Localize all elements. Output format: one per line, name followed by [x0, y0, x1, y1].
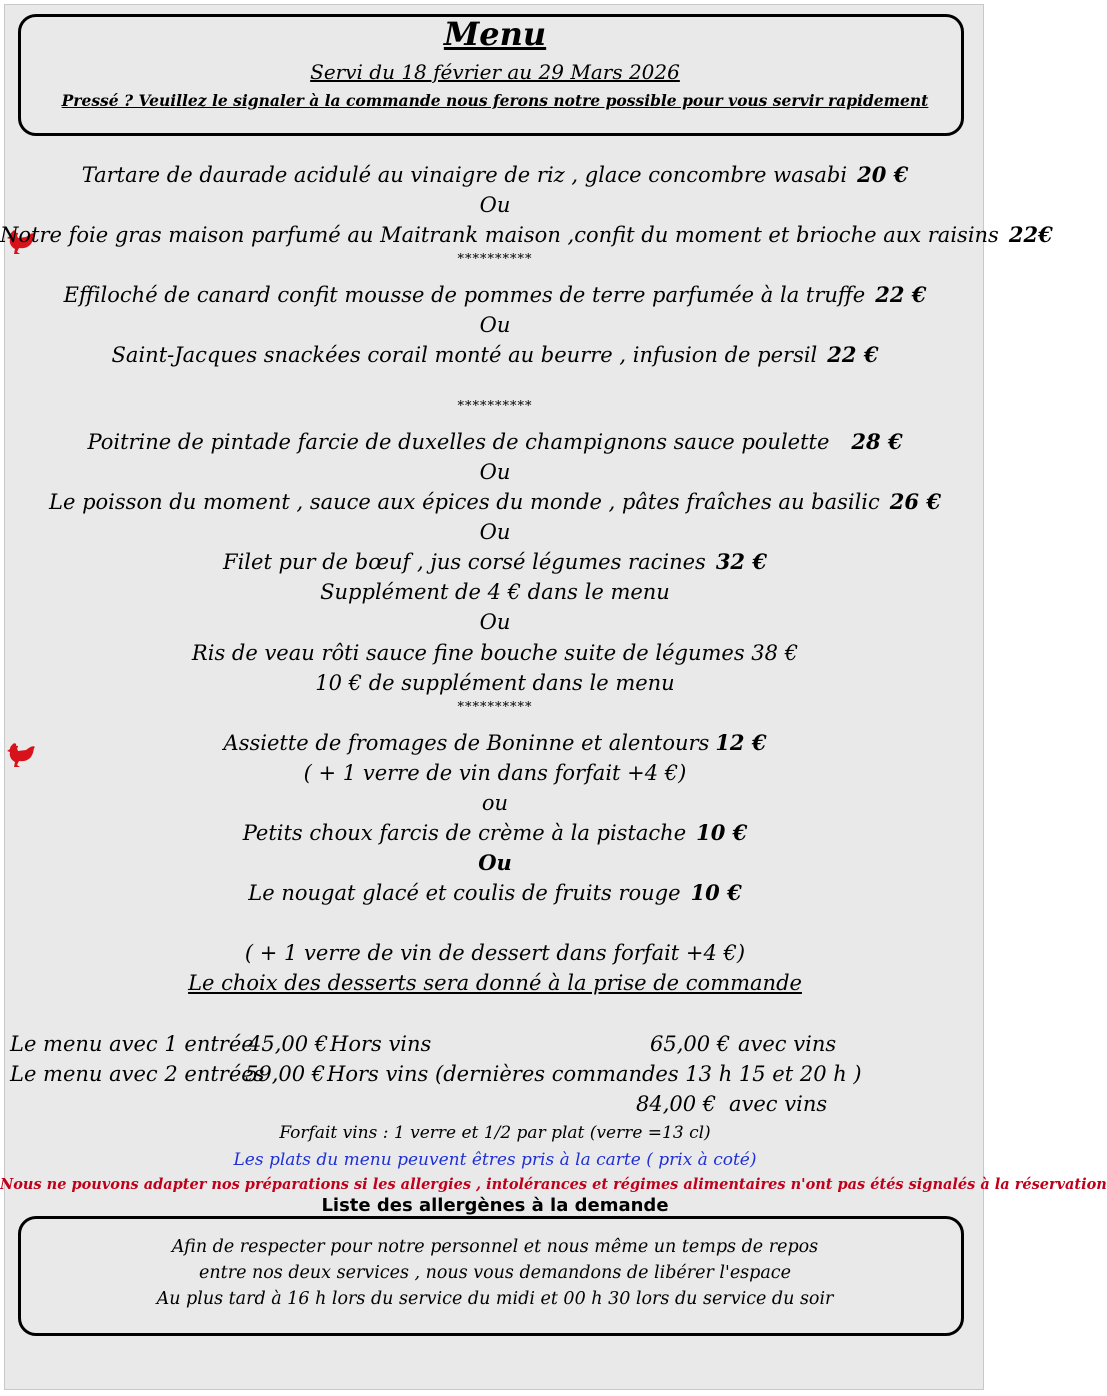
formula-2-with-price: 84,00 €: [636, 1092, 717, 1116]
served-dates: Servi du 18 février au 29 Mars 2026: [310, 60, 680, 84]
formula-2-price: 59,00 €: [245, 1062, 326, 1086]
separator-stars: **********: [457, 252, 533, 267]
main-1-price: 28 €: [851, 429, 903, 454]
or-separator: Ou: [479, 460, 511, 484]
formula-1-label: Le menu avec 1 entrée: [10, 1032, 254, 1056]
menu-title: Menu: [443, 15, 547, 53]
separator-stars: **********: [457, 399, 533, 414]
allergen-list-note: Liste des allergènes à la demande: [321, 1195, 669, 1216]
starter-4-price: 22 €: [827, 342, 879, 367]
or-separator: Ou: [479, 520, 511, 544]
a-la-carte-note: Les plats du menu peuvent êtres pris à la carte ( prix à coté): [233, 1150, 757, 1170]
separator-stars: **********: [457, 700, 533, 715]
starter-1: Tartare de daurade acidulé au vinaigre de riz , glace concombre wasabi 20 €: [81, 162, 909, 187]
starter-3-price: 22 €: [875, 282, 927, 307]
dessert-choice-note: Le choix des desserts sera donné à la prise de commande: [188, 971, 802, 995]
footer-line-2: entre nos deux services , nous vous demandons de libérer l'espace: [199, 1263, 791, 1283]
starter-3: Effiloché de canard confit mousse de pommes de terre parfumée à la truffe 22 €: [63, 282, 927, 307]
main-3: Filet pur de bœuf , jus corsé légumes racines 32 €: [223, 549, 767, 574]
starter-2: Notre foie gras maison parfumé au Maitrank maison ,confit du moment et brioche aux raisins 22€: [0, 222, 1053, 247]
dessert-nougat-price: 10 €: [690, 880, 742, 905]
formula-2-label: Le menu avec 2 entrées: [10, 1062, 265, 1086]
footer-line-1: Afin de respecter pour notre personnel et nous même un temps de repos: [171, 1237, 819, 1257]
or-separator: Ou: [479, 193, 511, 217]
dessert-cheese-price: 12 €: [715, 730, 767, 755]
dessert-cheese-note: ( + 1 verre de vin dans forfait +4 €): [303, 761, 687, 785]
formula-1-price: 45,00 €: [248, 1032, 329, 1056]
or-separator-bold: Ou: [478, 850, 512, 875]
formula-1-with-price: 65,00 €: [650, 1032, 731, 1056]
formula-1-with: avec vins: [738, 1032, 837, 1056]
main-2-price: 26 €: [889, 489, 941, 514]
main-4: Ris de veau rôti sauce fine bouche suite de légumes 38 €: [191, 641, 799, 665]
formula-2-with: avec vins: [729, 1092, 828, 1116]
footer-line-3: Au plus tard à 16 h lors du service du midi et 00 h 30 lors du service du soir: [156, 1289, 834, 1309]
dessert-wine-note: ( + 1 verre de vin de dessert dans forfait +4 €): [244, 941, 746, 965]
wine-package-note: Forfait vins : 1 verre et 1/2 par plat (verre =13 cl): [279, 1123, 711, 1143]
or-separator: ou: [481, 791, 509, 815]
formula-2-without: Hors vins (dernières commandes 13 h 15 et 20 h ): [327, 1062, 862, 1086]
starter-4: Saint-Jacques snackées corail monté au beurre , infusion de persil 22 €: [111, 342, 879, 367]
main-2: Le poisson du moment , sauce aux épices du monde , pâtes fraîches au basilic 26 €: [49, 489, 941, 514]
main-3-note: Supplément de 4 € dans le menu: [320, 580, 670, 604]
starter-1-price: 20 €: [857, 162, 909, 187]
formula-1-without: Hors vins: [330, 1032, 432, 1056]
dessert-nougat: Le nougat glacé et coulis de fruits rouge 10 €: [248, 880, 742, 905]
or-separator: Ou: [479, 610, 511, 634]
main-1: Poitrine de pintade farcie de duxelles de champignons sauce poulette 28 €: [87, 429, 903, 454]
or-separator: Ou: [479, 313, 511, 337]
dessert-choux-price: 10 €: [696, 820, 748, 845]
rush-notice: Pressé ? Veuillez le signaler à la commande nous ferons notre possible pour vous servir rapidement: [61, 91, 929, 110]
starter-2-price: 22€: [1008, 222, 1053, 247]
allergy-warning: Nous ne pouvons adapter nos préparations si les allergies , intolérances et régimes alimentaires n'ont pas étés signalés à la réservation: [0, 1176, 1107, 1193]
dessert-choux: Petits choux farcis de crème à la pistache 10 €: [242, 820, 748, 845]
main-3-price: 32 €: [715, 549, 767, 574]
dessert-cheese: Assiette de fromages de Boninne et alentours 12 €: [223, 730, 767, 755]
main-4-note: 10 € de supplément dans le menu: [315, 671, 675, 695]
